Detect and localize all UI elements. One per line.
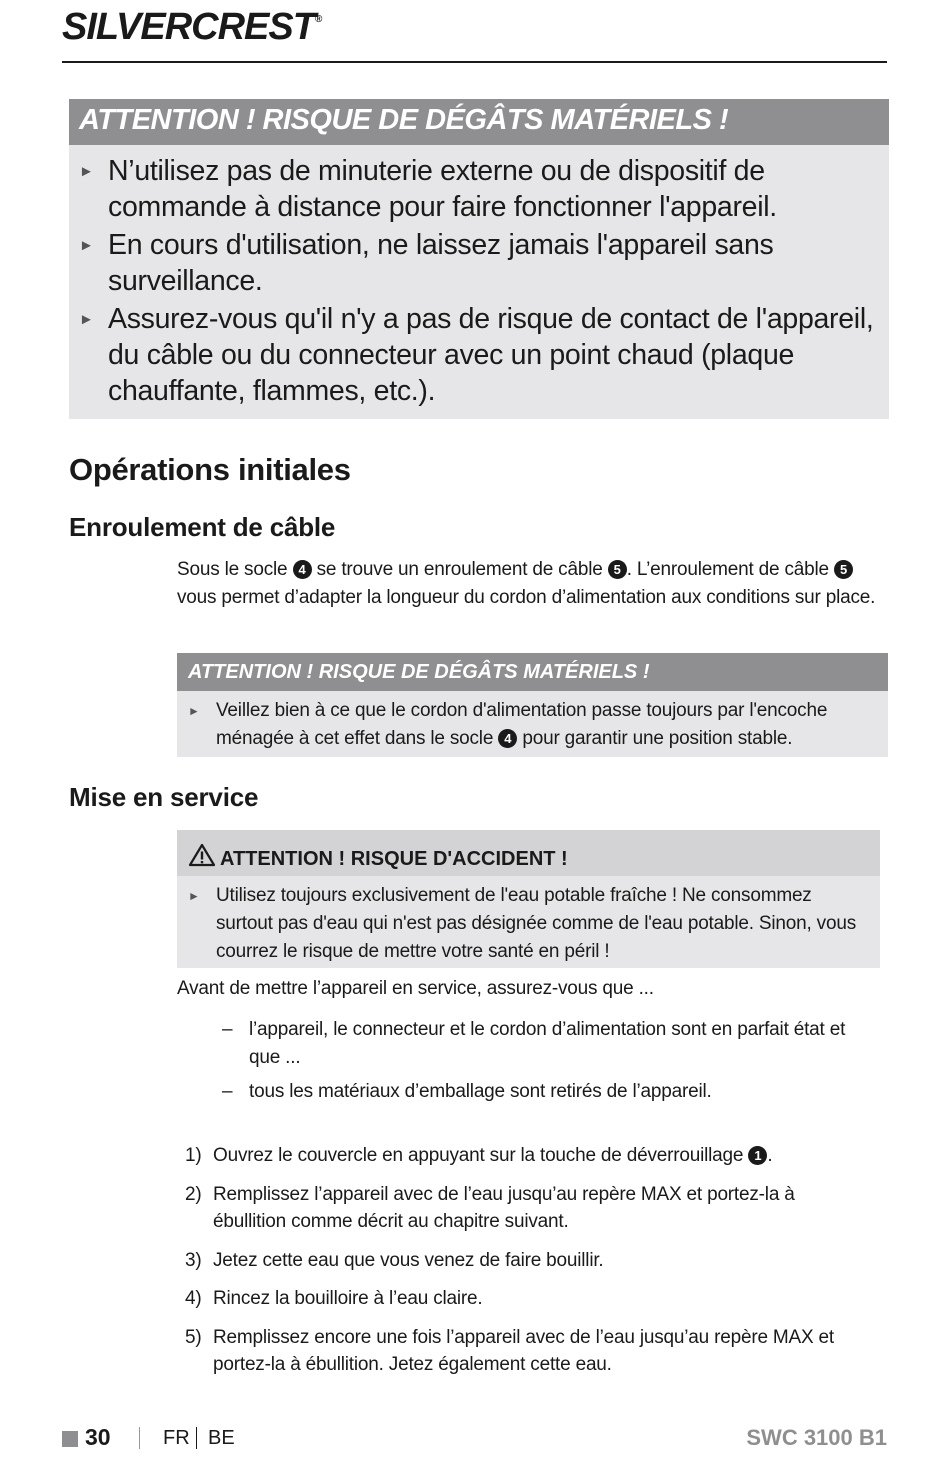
step-item: 5) Remplissez encore une fois l’appareil avec de l’eau jusqu’au repère MAX et portez-la à ébullition. Jetez également cette eau. (185, 1326, 834, 1375)
commissioning-intro: Avant de mettre l’appareil en service, assurez-vous que ... (177, 978, 654, 999)
brand-logo: SILVERCREST® (62, 6, 322, 48)
footer-divider (196, 1427, 197, 1449)
checklist-item: – l’appareil, le connecteur et le cordon d’alimentation sont en parfait état et que ... (222, 1019, 846, 1068)
footer-square-icon (62, 1431, 78, 1447)
warning-item: ► Assurez-vous qu'il n'y a pas de risque de contact de l'appareil, du câble ou du connecteur avec un point chaud (plaque chauffante, flammes, etc.). (79, 303, 874, 407)
bullet-triangle-icon: ► (188, 889, 200, 903)
warning-item: ► En cours d'utilisation, ne laissez jamais l'appareil sans surveillance. (79, 229, 774, 297)
checklist-item: – tous les matériaux d’emballage sont retirés de l’appareil. (222, 1081, 712, 1102)
bullet-triangle-icon: ► (188, 704, 200, 718)
step-item: 3) Jetez cette eau que vous venez de faire bouillir. (185, 1249, 604, 1271)
commissioning-heading: Mise en service (69, 782, 259, 812)
step-item: 2) Remplissez l’appareil avec de l’eau jusqu’au repère MAX et portez-la à ébullition comme décrit au chapitre suivant. (185, 1183, 795, 1232)
warning-item: ► Veillez bien à ce que le cordon d'alimentation passe toujours par l'encoche ménagée à cet effet dans le socle 4 pour garantir une position stable. (188, 697, 878, 753)
page-number: 30 (85, 1424, 111, 1450)
warning-title: ATTENTION ! RISQUE D'ACCIDENT ! (177, 830, 880, 876)
steps-list (185, 1142, 845, 1390)
ref-number-badge: 4 (498, 729, 517, 748)
model-number: SWC 3100 B1 (746, 1425, 887, 1450)
warning-list (177, 876, 880, 966)
step-item: 1) Ouvrez le couvercle en appuyant sur la touche de déverrouillage 1 . (185, 1145, 773, 1166)
warning-title: ATTENTION ! RISQUE DE DÉGÂTS MATÉRIELS ! (177, 653, 888, 691)
warning-title: ATTENTION ! RISQUE DE DÉGÂTS MATÉRIELS ! (69, 99, 889, 145)
ref-number-badge: 5 (834, 560, 853, 579)
bullet-triangle-icon: ► (79, 311, 94, 328)
warning-list (69, 145, 889, 409)
language-code: BE (208, 1427, 235, 1449)
accident-warning-box (177, 830, 880, 968)
language-code: FR (163, 1427, 190, 1449)
warning-list (177, 691, 888, 753)
footer-divider (139, 1427, 140, 1449)
ref-number-badge: 5 (608, 560, 627, 579)
section-title: Opérations initiales (69, 452, 351, 487)
page-footer (62, 1424, 887, 1454)
bullet-triangle-icon: ► (79, 237, 94, 254)
warning-item: ► Utilisez toujours exclusivement de l'eau potable fraîche ! Ne consommez surtout pas d'eau qui n'est pas désignée comme de l'eau potable. Sinon, vous courrez le risque de mettre votre santé en péril ! (188, 882, 870, 966)
property-damage-warning-box (69, 99, 889, 419)
ref-number-badge: 4 (293, 560, 312, 579)
bullet-triangle-icon: ► (79, 163, 94, 180)
header-rule (62, 61, 887, 63)
warning-triangle-icon (188, 843, 216, 873)
cable-warning-box (177, 653, 888, 757)
ref-number-badge: 1 (748, 1146, 767, 1165)
warning-item: ► N’utilisez pas de minuterie externe ou de dispositif de commande à distance pour faire fonctionner l'appareil. (79, 155, 777, 223)
cable-winding-heading: Enroulement de câble (69, 512, 336, 542)
cable-winding-paragraph: Sous le socle 4 se trouve un enroulement de câble 5 . L’enroulement de câble 5 vous permet d’adapter la longueur du cordon d’alimentation aux conditions sur place. (177, 559, 876, 608)
step-item: 4) Rincez la bouilloire à l’eau claire. (185, 1288, 483, 1309)
